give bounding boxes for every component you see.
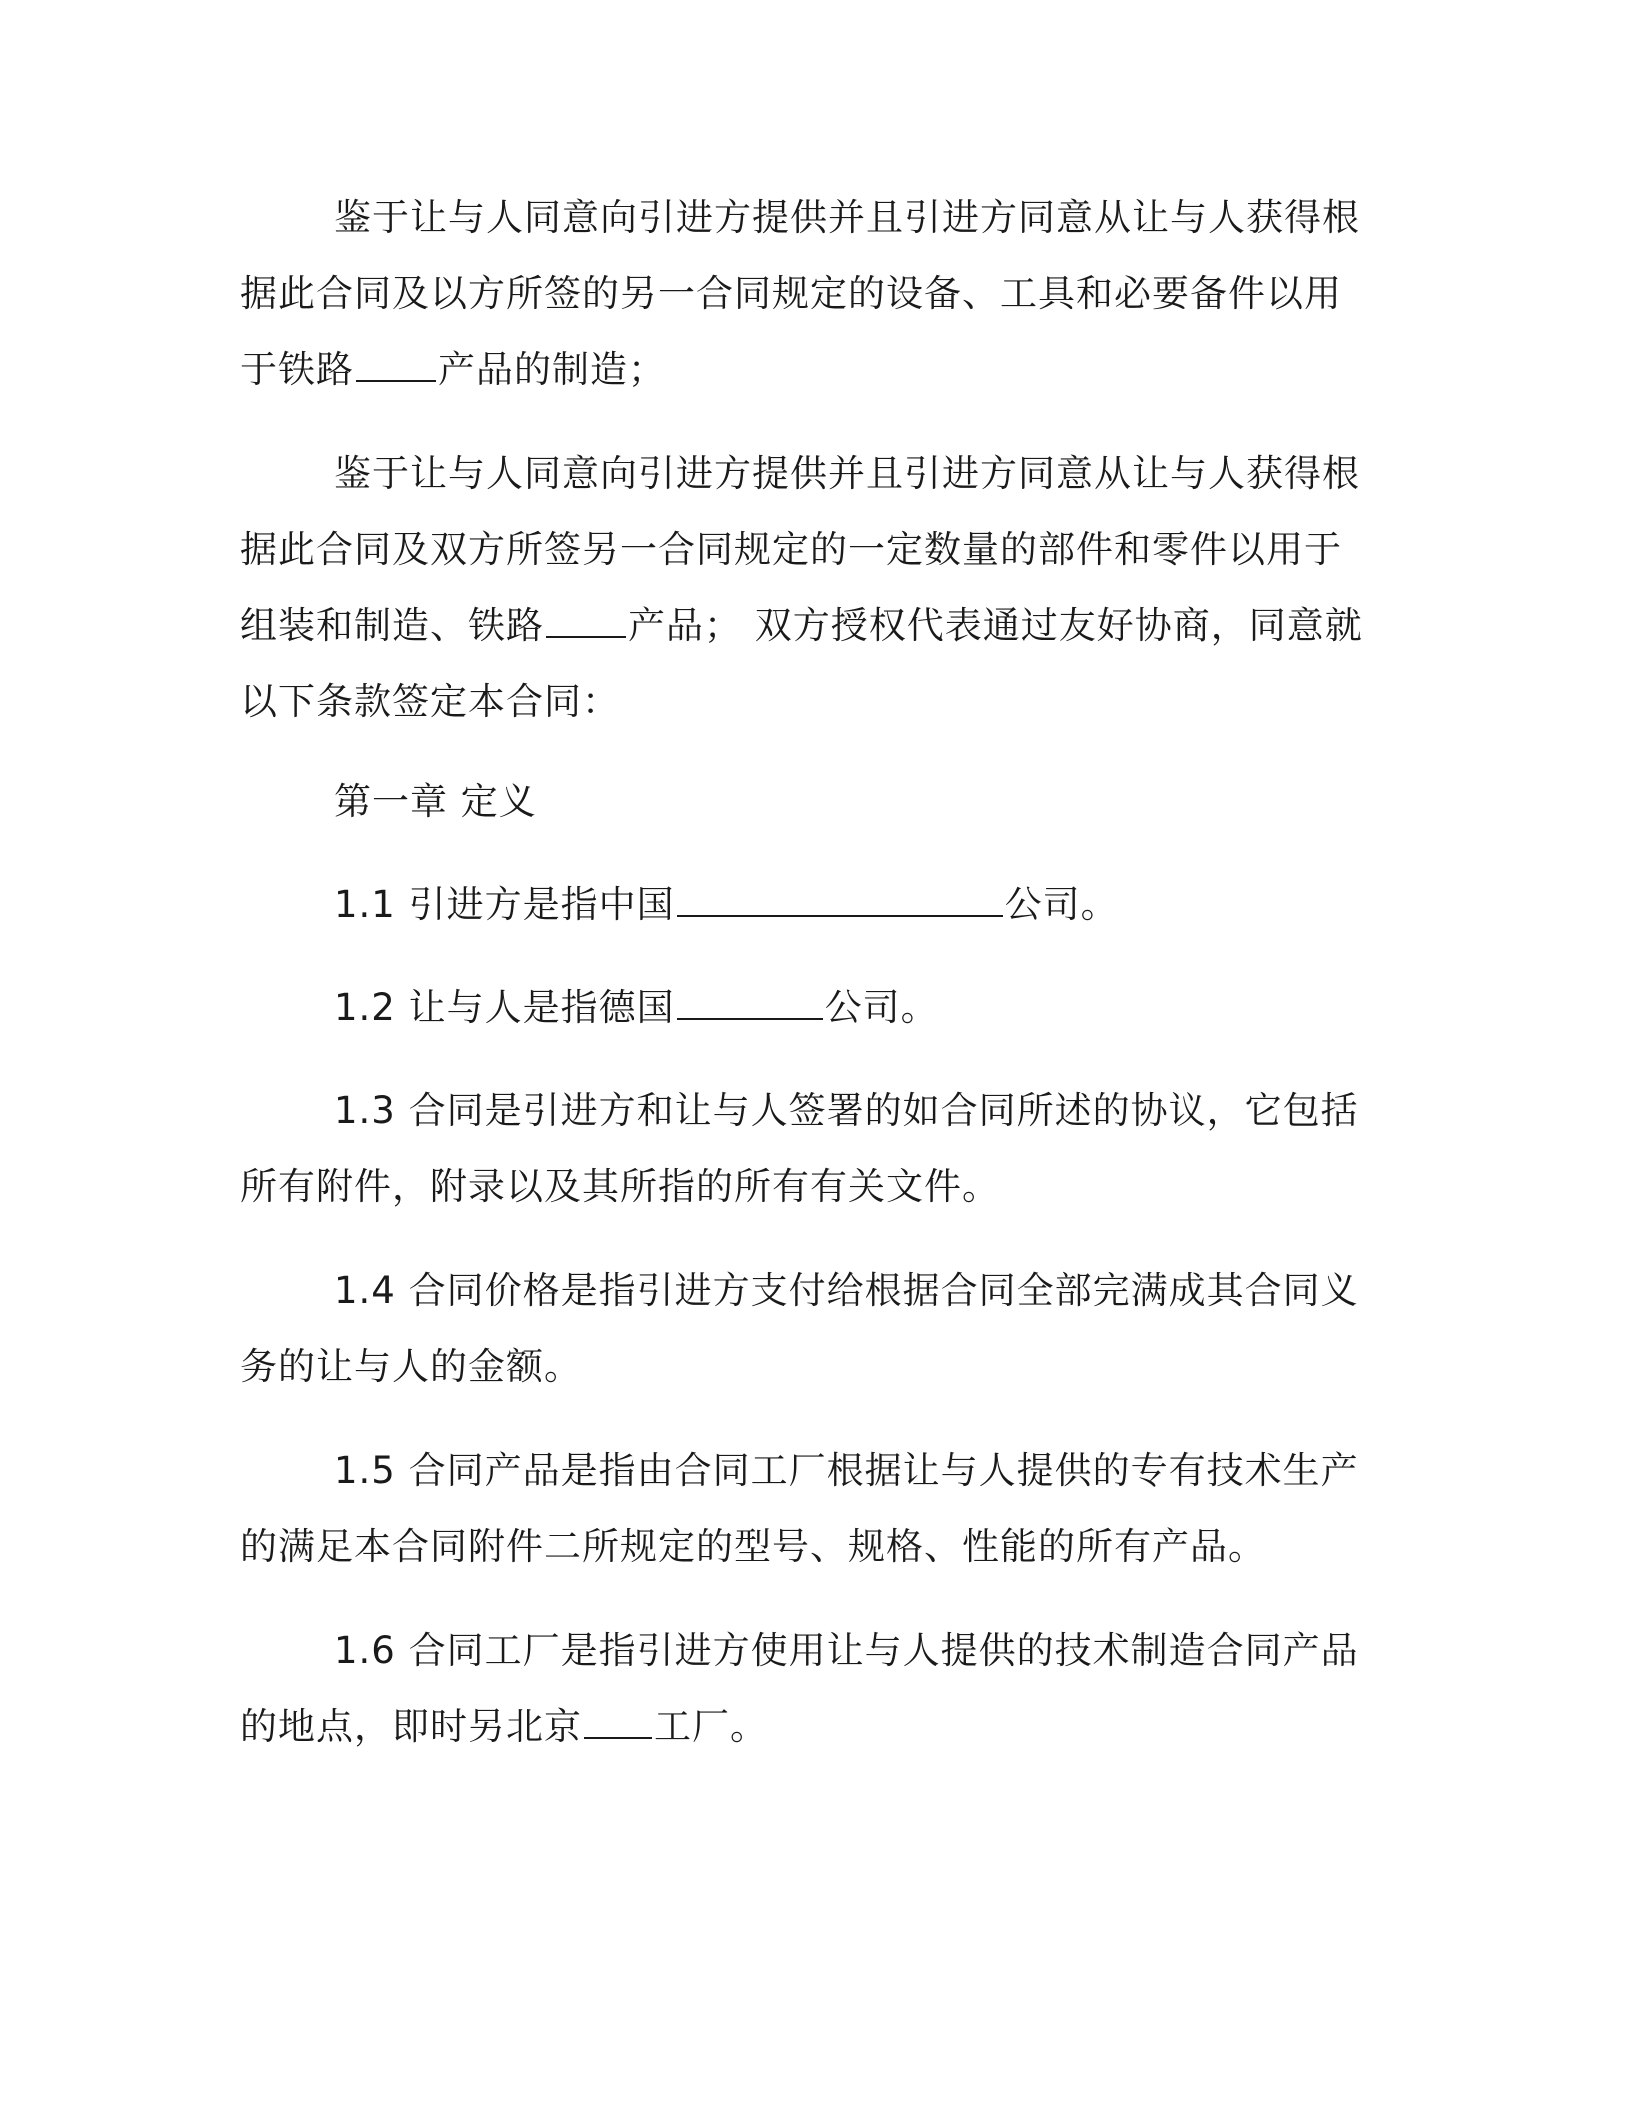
whereas-paragraph-1 bbox=[240, 180, 1370, 408]
definition-1-2 bbox=[240, 970, 939, 1046]
definition-1-4: 1.4 合同价格是指引进方支付给根据合同全部完满成其合同义务的让与人的金额。 bbox=[240, 1269, 1359, 1388]
definition-1-1 bbox=[240, 867, 1119, 943]
definition-1-6-text-end: 工厂。 bbox=[654, 1705, 768, 1748]
blank-field bbox=[677, 881, 1003, 917]
definition-1-2-text: 1.2 让与人是指德国 bbox=[334, 986, 675, 1029]
definition-1-6-text: 1.6 合同工厂是指引进方使用让与人提供的技术制造合同产品的地点，即时另北京 bbox=[240, 1629, 1359, 1748]
chapter-heading: 第一章 定义 bbox=[334, 780, 537, 823]
definition-1-1-text: 1.1 引进方是指中国 bbox=[334, 883, 675, 926]
whereas-paragraph-2 bbox=[240, 436, 1370, 740]
blank-field bbox=[584, 1703, 652, 1739]
whereas-1-text: 鉴于让与人同意向引进方提供并且引进方同意从让与人获得根据此合同及以方所签的另一合同规定的设备、工具和必要备件以用于铁路 bbox=[240, 196, 1360, 391]
definition-1-6 bbox=[240, 1613, 1370, 1765]
blank-field bbox=[546, 602, 626, 638]
whereas-2-text-end: 产品； 双方授权代表通过友好协商，同意就以下条款签定本合同： bbox=[240, 604, 1363, 723]
blank-field bbox=[356, 346, 436, 382]
definition-1-3: 1.3 合同是引进方和让与人签署的如合同所述的协议，它包括所有附件，附录以及其所指的所有有关文件。 bbox=[240, 1089, 1359, 1208]
definition-1-2-text-end: 公司。 bbox=[824, 986, 939, 1029]
whereas-1-text-end: 产品的制造； bbox=[438, 348, 666, 391]
definition-1-1-text-end: 公司。 bbox=[1004, 883, 1119, 926]
whereas-2-text: 鉴于让与人同意向引进方提供并且引进方同意从让与人获得根据此合同及双方所签另一合同规定的一定数量的部件和零件以用于组装和制造、铁路 bbox=[240, 452, 1360, 647]
blank-field bbox=[677, 984, 823, 1020]
definition-1-5: 1.5 合同产品是指由合同工厂根据让与人提供的专有技术生产的满足本合同附件二所规定的型号、规格、性能的所有产品。 bbox=[240, 1449, 1359, 1568]
